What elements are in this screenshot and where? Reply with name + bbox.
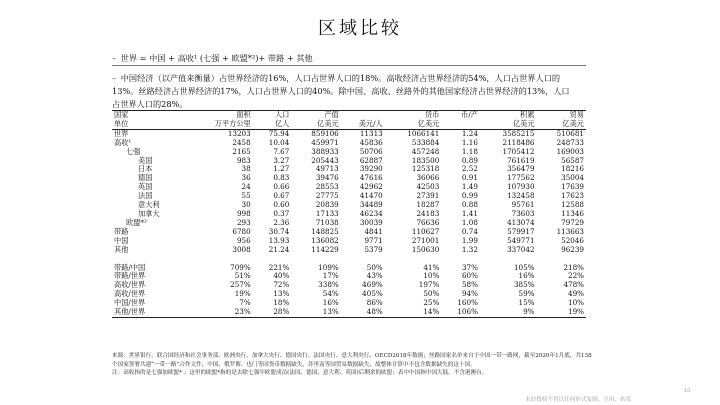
table-cell: 0.83 (273, 173, 290, 183)
table-cell: 95761 (511, 200, 535, 210)
row-label: 带路 (114, 226, 129, 236)
table-cell: 1.32 (461, 244, 478, 254)
table-cell: 0.74 (461, 226, 478, 236)
table-cell: 18% (273, 298, 290, 308)
table-cell: 1.24 (461, 128, 478, 138)
table-cell: 24 (241, 182, 251, 192)
table-cell: 579917 (507, 226, 535, 236)
table-cell: 2.36 (273, 217, 290, 227)
table-cell: 113663 (556, 226, 584, 236)
table-cell: 27391 (416, 191, 440, 201)
table-cell: 56587 (561, 155, 584, 165)
row-label: 美国 (138, 155, 153, 165)
table-cell: 110627 (411, 226, 440, 236)
table-cell: 457248 (411, 146, 440, 156)
table-cell: 美元/人 (341, 120, 385, 129)
table-cell: 221% (268, 262, 290, 272)
table-cell: 46234 (359, 208, 383, 218)
table-cell: 0.91 (461, 173, 478, 183)
source-note: 来源：世界银行、联合国经济和社会事务部、欧洲央行、加拿大央行、德国央行、法国央行、意大利央行、OECD2018年数据；丝路国家名单来自于中国一带一路网，截至2020年1月底，共138个国家签署共建“一带一路”合作文件，中国、俄罗斯、也门等国货币数据缺失，苏里南等国贸易数据缺失，故整体计算中不包含数据缺失的这十国。 (112, 353, 592, 368)
table-cell: 13% (291, 308, 340, 317)
table-cell: 30 (241, 200, 251, 210)
bullet-composition (112, 52, 572, 65)
table-cell: 36066 (416, 173, 440, 183)
table-cell: 385% (513, 280, 535, 290)
table-cell: 58% (461, 280, 478, 290)
table-cell: 19% (537, 308, 586, 317)
table-cell: 356479 (507, 164, 535, 174)
table-cell: 183500 (411, 155, 440, 165)
row-label: 中国/世界 (114, 298, 146, 308)
table-cell: 25% (423, 298, 440, 308)
row-label: 意大利 (138, 200, 160, 210)
table-cell: 币/产 (441, 111, 480, 120)
bullet-summary-text: 中国经济（以产值来衡量）占世界经济的16%，人口占世界人口的18%。高收经济占世界经济的54%，人口占世界人口的13%。丝路经济占世界经济的17%，人口占世界人口的40%。除中国、高收、丝路外的其他国家经济占世界经济的13%，人口占世界人口的28%。 (112, 73, 570, 109)
table-cell: 136082 (311, 235, 339, 245)
table-cell: 18216 (561, 164, 584, 174)
table-cell: 万平方公里 (190, 120, 253, 129)
table-cell: 产值 (291, 111, 340, 120)
table-cell: 52046 (561, 235, 584, 245)
table-cell: 货币 (385, 111, 442, 120)
table-cell: 96239 (561, 244, 584, 254)
page-title: 区域比较 (318, 18, 402, 39)
table-cell: 13% (273, 289, 290, 299)
table-cell: 11313 (359, 128, 383, 138)
table-cell: 30039 (359, 217, 383, 227)
table-cell: 30.74 (268, 226, 290, 236)
table-cell: 51% (234, 271, 251, 281)
table-cell: 132458 (507, 191, 535, 201)
table-cell: 2458 (232, 137, 251, 147)
table-cell: 218% (563, 262, 584, 272)
definition-note: 注：高收指的是七强加欧盟* ；这里的欧盟*指的是去除七强中欧盟成员(法国、德国、意大利、英国)后剩余的欧盟；表中中国指中国大陆，不含港澳台。 (112, 370, 488, 377)
row-label: 国家 (112, 111, 190, 120)
row-label: 带路/世界 (114, 271, 146, 281)
table-cell: 14% (385, 308, 442, 317)
table-cell: 34489 (359, 200, 383, 210)
table-cell: 6780 (232, 226, 251, 236)
ratio-row (112, 264, 586, 273)
table-cell: 5379 (364, 244, 383, 254)
row-label: 七强 (126, 146, 141, 156)
table-cell: 859106 (311, 128, 339, 138)
table-cell: 76636 (416, 217, 440, 227)
row-label: 日本 (138, 164, 153, 174)
table-cell: 1705412 (502, 146, 535, 156)
table-cell: 27775 (315, 191, 339, 201)
table-cell: 10.04 (268, 137, 290, 147)
table-cell: 17623 (561, 191, 584, 201)
table-cell: 177562 (507, 173, 535, 183)
bullet-summary (112, 72, 572, 111)
table-cell: 47616 (359, 173, 383, 183)
table-cell: 0.60 (273, 200, 290, 210)
table-cell: 11346 (561, 208, 584, 218)
table-cell (441, 120, 480, 129)
table-cell: 73603 (511, 208, 535, 218)
table-cell: 41470 (359, 191, 383, 201)
table-cell: 248733 (556, 137, 584, 147)
table-cell: 3585215 (502, 128, 535, 138)
row-label: 单位 (112, 120, 190, 129)
table-cell: 7.67 (273, 146, 290, 156)
table-cell: 35004 (561, 173, 584, 183)
table-cell: 59% (518, 289, 535, 299)
table-cell: 4841 (364, 226, 383, 236)
table-cell: 19% (234, 289, 251, 299)
table-cell: 1.27 (273, 164, 290, 174)
table-cell: 2118486 (502, 137, 535, 147)
table-cell: 21.24 (268, 244, 290, 254)
row-label: 中国 (114, 235, 129, 245)
table-cell: 459971 (311, 137, 339, 147)
bullet-dash: – (112, 53, 117, 63)
table-cell: 337042 (507, 244, 535, 254)
table-cell: 38 (241, 164, 251, 174)
row-label: 高收/世界 (114, 289, 146, 299)
table-cell: 271001 (411, 235, 440, 245)
row-label: 高收/世界 (114, 280, 146, 290)
table-cell: 413074 (507, 217, 535, 227)
table-cell: 94% (461, 289, 478, 299)
table-cell: 405% (362, 289, 383, 299)
table-cell: 13.93 (268, 235, 290, 245)
table-cell: 50706 (359, 146, 383, 156)
table-cell: 60% (461, 271, 478, 281)
table-cell: 956 (236, 235, 251, 245)
table-cell: 39476 (315, 173, 339, 183)
table-cell: 12588 (561, 200, 584, 210)
table-cell: 48% (341, 308, 385, 317)
table-cell: 1066141 (407, 128, 440, 138)
ratio-row (112, 299, 586, 308)
row-label: 其他 (114, 244, 129, 254)
table-cell: 18287 (416, 200, 440, 210)
table-cell: 169003 (556, 146, 584, 156)
bullet-composition-text: 世界 = 中国 + 高收¹ (七强 + 欧盟*²)+ 带路 + 其他 (120, 53, 313, 63)
table-cell: 2165 (232, 146, 251, 156)
table-row (112, 246, 586, 255)
table-cell: 469% (362, 280, 383, 290)
table-cell: 998 (236, 208, 251, 218)
table-cell: 388933 (311, 146, 339, 156)
table-cell: 41% (423, 262, 440, 272)
table-cell: 39290 (359, 164, 383, 174)
row-label: 英国 (138, 182, 153, 192)
table-cell: 37% (461, 262, 478, 272)
table-cell: 13203 (227, 128, 251, 138)
table-cell: 面积 (190, 111, 253, 120)
table-cell: 0.37 (273, 208, 290, 218)
table-cell: 761619 (507, 155, 535, 165)
table-cell: 0.67 (273, 191, 290, 201)
region-comparison-table (112, 110, 586, 318)
table-cell: 9% (480, 308, 537, 317)
table-cell: 1.49 (461, 182, 478, 192)
table-cell: 28% (253, 308, 292, 317)
table-cell: 43% (366, 271, 383, 281)
table-cell: 197% (418, 280, 440, 290)
table-cell: 148825 (311, 226, 339, 236)
row-label: 法国 (138, 191, 153, 201)
ratio-row (112, 281, 586, 290)
table-cell: 549771 (507, 235, 535, 245)
page-number: 10 (684, 388, 691, 394)
table-cell: 16% (322, 298, 339, 308)
table-cell: 1.18 (461, 146, 478, 156)
table-cell: 0.88 (461, 200, 478, 210)
table-cell: 3.27 (273, 155, 290, 165)
table-cell: 20839 (315, 200, 339, 210)
table-cell: 45836 (359, 137, 383, 147)
table-cell: 23% (190, 308, 253, 317)
table-cell: 15% (518, 298, 535, 308)
table-cell: 49% (568, 289, 584, 299)
row-label: 德国 (138, 173, 153, 183)
table-cell: 10% (568, 298, 584, 308)
table-cell: 1.08 (461, 217, 478, 227)
table-cell: 3008 (232, 244, 251, 254)
table-cell: 79729 (561, 217, 584, 227)
table-cell: 86% (366, 298, 383, 308)
table-cell: 75.94 (268, 128, 290, 138)
table-cell: 160% (457, 298, 478, 308)
table-cell: 0.66 (273, 182, 290, 192)
footer-disclaimer: 未经授权不得以任何形式复制、引用、转发 (525, 397, 632, 403)
ratio-row (112, 308, 586, 317)
table-cell: 1.16 (461, 137, 478, 147)
table-cell: 109% (318, 262, 339, 272)
table-cell: 28553 (315, 182, 339, 192)
table-cell: 7% (239, 298, 251, 308)
table-cell: 22% (568, 271, 584, 281)
table-cell: 9771 (364, 235, 383, 245)
table-cell: 积累 (480, 111, 537, 120)
table-cell: 71038 (315, 217, 339, 227)
table-cell: 17133 (315, 208, 339, 218)
row-label: 高收¹ (114, 137, 132, 147)
table-cell: 106% (441, 308, 480, 317)
table-cell: 107930 (507, 182, 535, 192)
table-cell: 49713 (315, 164, 339, 174)
table-cell: 105% (513, 262, 535, 272)
table-cell: 1.41 (461, 208, 478, 218)
table-cell: 亿美元 (291, 120, 340, 129)
table-cell: 0.89 (461, 155, 478, 165)
table-cell: 257% (230, 280, 251, 290)
table-cell: 55 (241, 191, 251, 201)
table-cell: 72% (273, 280, 290, 290)
table-cell: 17639 (561, 182, 584, 192)
table-cell: 0.99 (461, 191, 478, 201)
table-cell: 亿美元 (385, 120, 442, 129)
divider (112, 65, 586, 66)
table-cell: 17% (322, 271, 339, 281)
table-cell: 42962 (359, 182, 383, 192)
table-cell: 24183 (416, 208, 440, 218)
table-cell: 533884 (411, 137, 440, 147)
ratio-row (112, 290, 586, 299)
table-cell: 10% (423, 271, 440, 281)
table-cell: 50% (423, 289, 440, 299)
row-label: 世界 (114, 128, 129, 138)
table-cell: 亿美元 (480, 120, 537, 129)
table-cell: 293 (236, 217, 251, 227)
table-cell: 478% (563, 280, 584, 290)
table-cell: 50% (366, 262, 383, 272)
table-cell: 205443 (311, 155, 339, 165)
table-cell: 62887 (359, 155, 383, 165)
table-cell: 36 (241, 173, 251, 183)
row-label: 其他/世界 (112, 308, 190, 317)
table-cell: 亿人 (253, 120, 292, 129)
table-cell: 42503 (416, 182, 440, 192)
table-cell: 贸易 (537, 111, 586, 120)
table-units-row (112, 120, 586, 129)
table-cell: 510681 (556, 128, 584, 138)
table-cell: 709% (230, 262, 251, 272)
table-cell: 338% (318, 280, 339, 290)
table-cell: 150630 (411, 244, 440, 254)
source-notes (112, 352, 592, 378)
table-cell: 16% (518, 271, 535, 281)
table-cell: 亿美元 (537, 120, 586, 129)
table-cell: 2.52 (461, 164, 478, 174)
row-label: 带路/中国 (114, 262, 146, 272)
table-cell: 54% (322, 289, 339, 299)
table-cell: 125318 (411, 164, 440, 174)
row-label: 加拿大 (138, 208, 160, 218)
table-cell: 人口 (253, 111, 292, 120)
bullet-dash: – (112, 73, 117, 83)
table-cell: 1.99 (461, 235, 478, 245)
table-cell: 983 (236, 155, 251, 165)
row-label: 欧盟*² (126, 217, 147, 227)
table-cell: 114229 (311, 244, 339, 254)
table-cell: 40% (273, 271, 290, 281)
